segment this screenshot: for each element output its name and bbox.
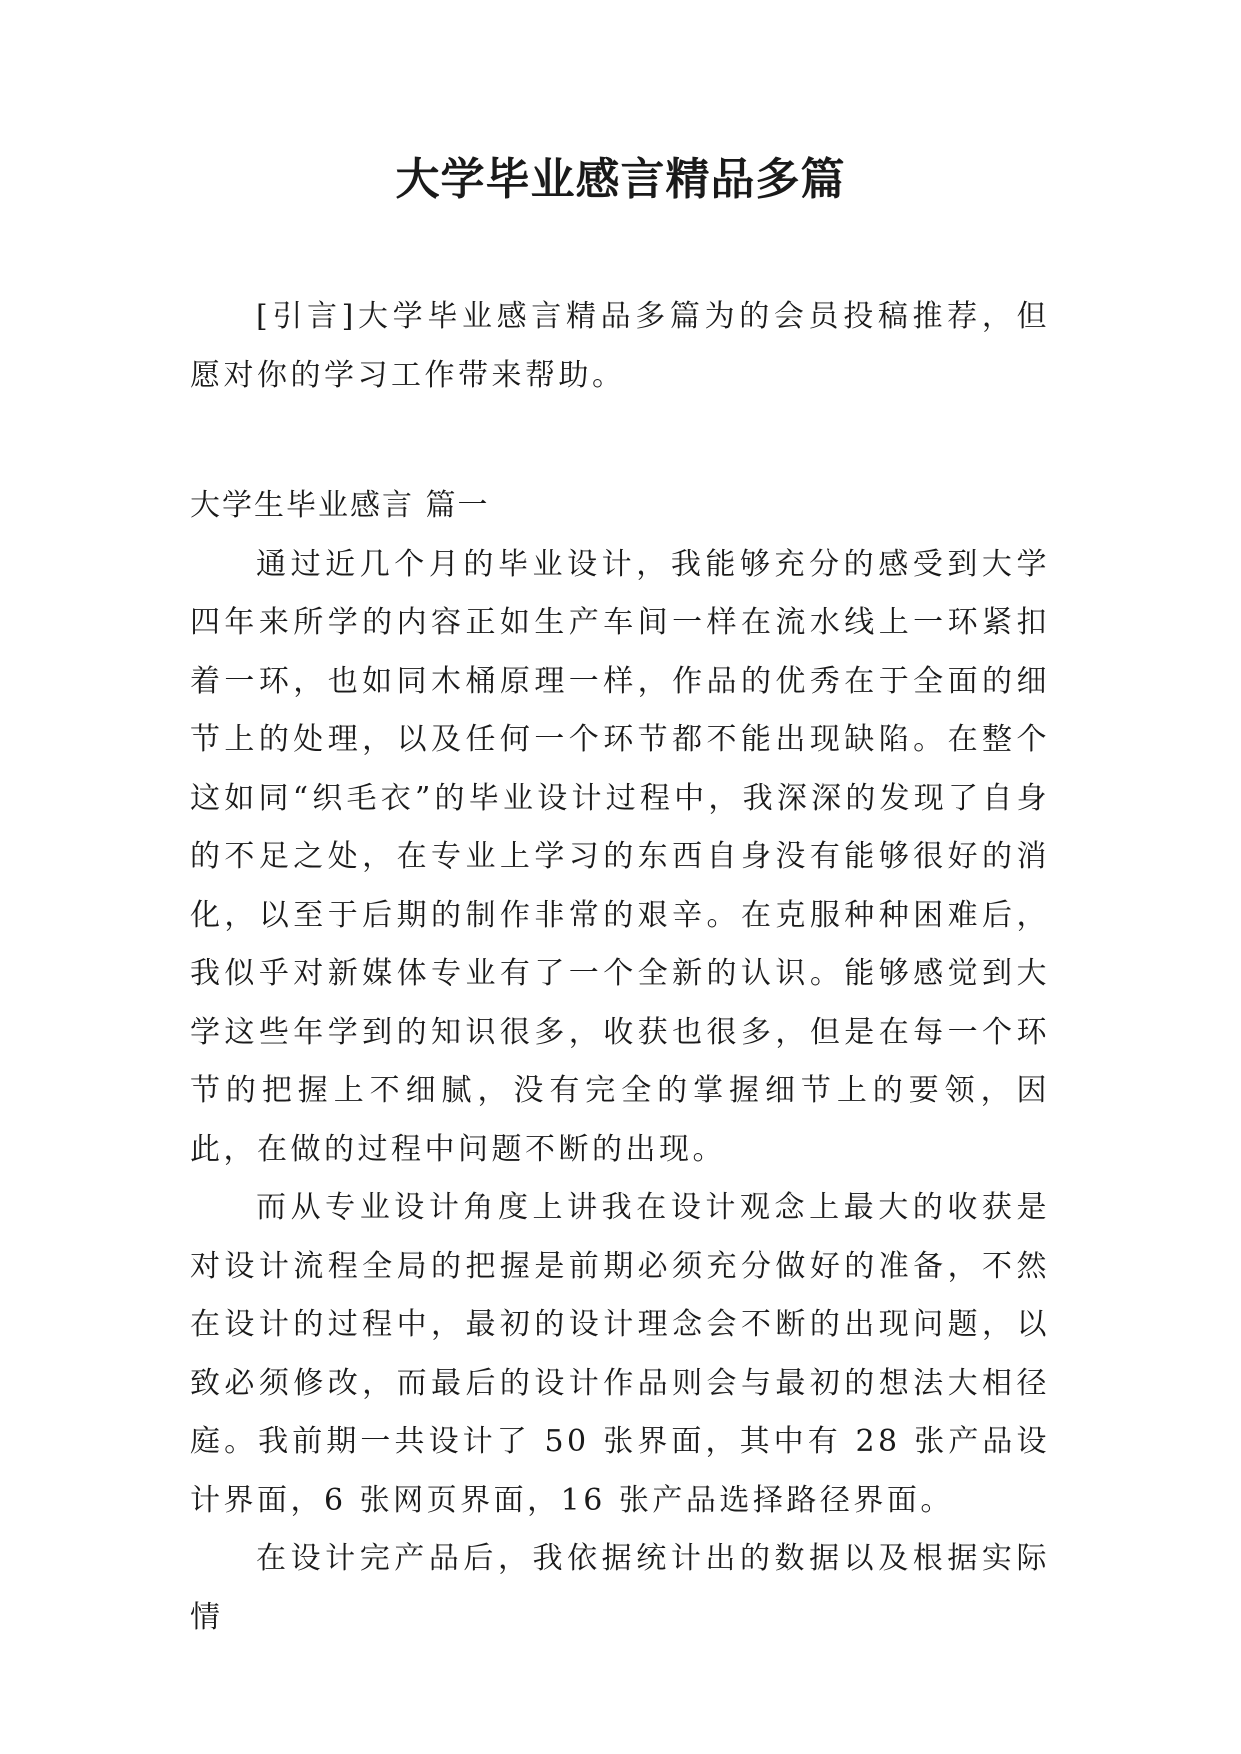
- intro-paragraph: [引言]大学毕业感言精品多篇为的会员投稿推荐，但愿对你的学习工作带来帮助。: [190, 299, 1050, 393]
- body-paragraph-1: 通过近几个月的毕业设计，我能够充分的感受到大学四年来所学的内容正如生产车间一样在流水线上一环紧扣着一环，也如同木桶原理一样，作品的优秀在于全面的细节上的处理，以及任何一个环节都不能出现缺陷。在整个这如同“织毛衣”的毕业设计过程中，我深深的发现了自身的不足之处，在专业上学习的东西自身没有能够很好的消化，以至于后期的制作非常的艰辛。在克服种种困难后，我似乎对新媒体专业有了一个全新的认识。能够感觉到大学这些年学到的知识很多，收获也很多，但是在每一个环节的把握上不细腻，没有完全的掌握细节上的要领，因此，在做的过程中问题不断的出现。: [190, 546, 1050, 1167]
- section-heading: 大学生毕业感言 篇一: [190, 488, 490, 523]
- body-paragraph-3: 在设计完产品后，我依据统计出的数据以及根据实际情: [190, 1541, 1050, 1635]
- document-title: 大学毕业感言精品多篇: [395, 154, 846, 205]
- body-paragraph-2: 而从专业设计角度上讲我在设计观念上最大的收获是对设计流程全局的把握是前期必须充分做好的准备，不然在设计的过程中，最初的设计理念会不断的出现问题，以致必须修改，而最后的设计作品则会与最初的想法大相径庭。我前期一共设计了 50 张界面，其中有 28 张产品设计界面，6 张网页界面，16 张产品选择路径界面。: [190, 1190, 1050, 1518]
- document-body: [190, 288, 1050, 1647]
